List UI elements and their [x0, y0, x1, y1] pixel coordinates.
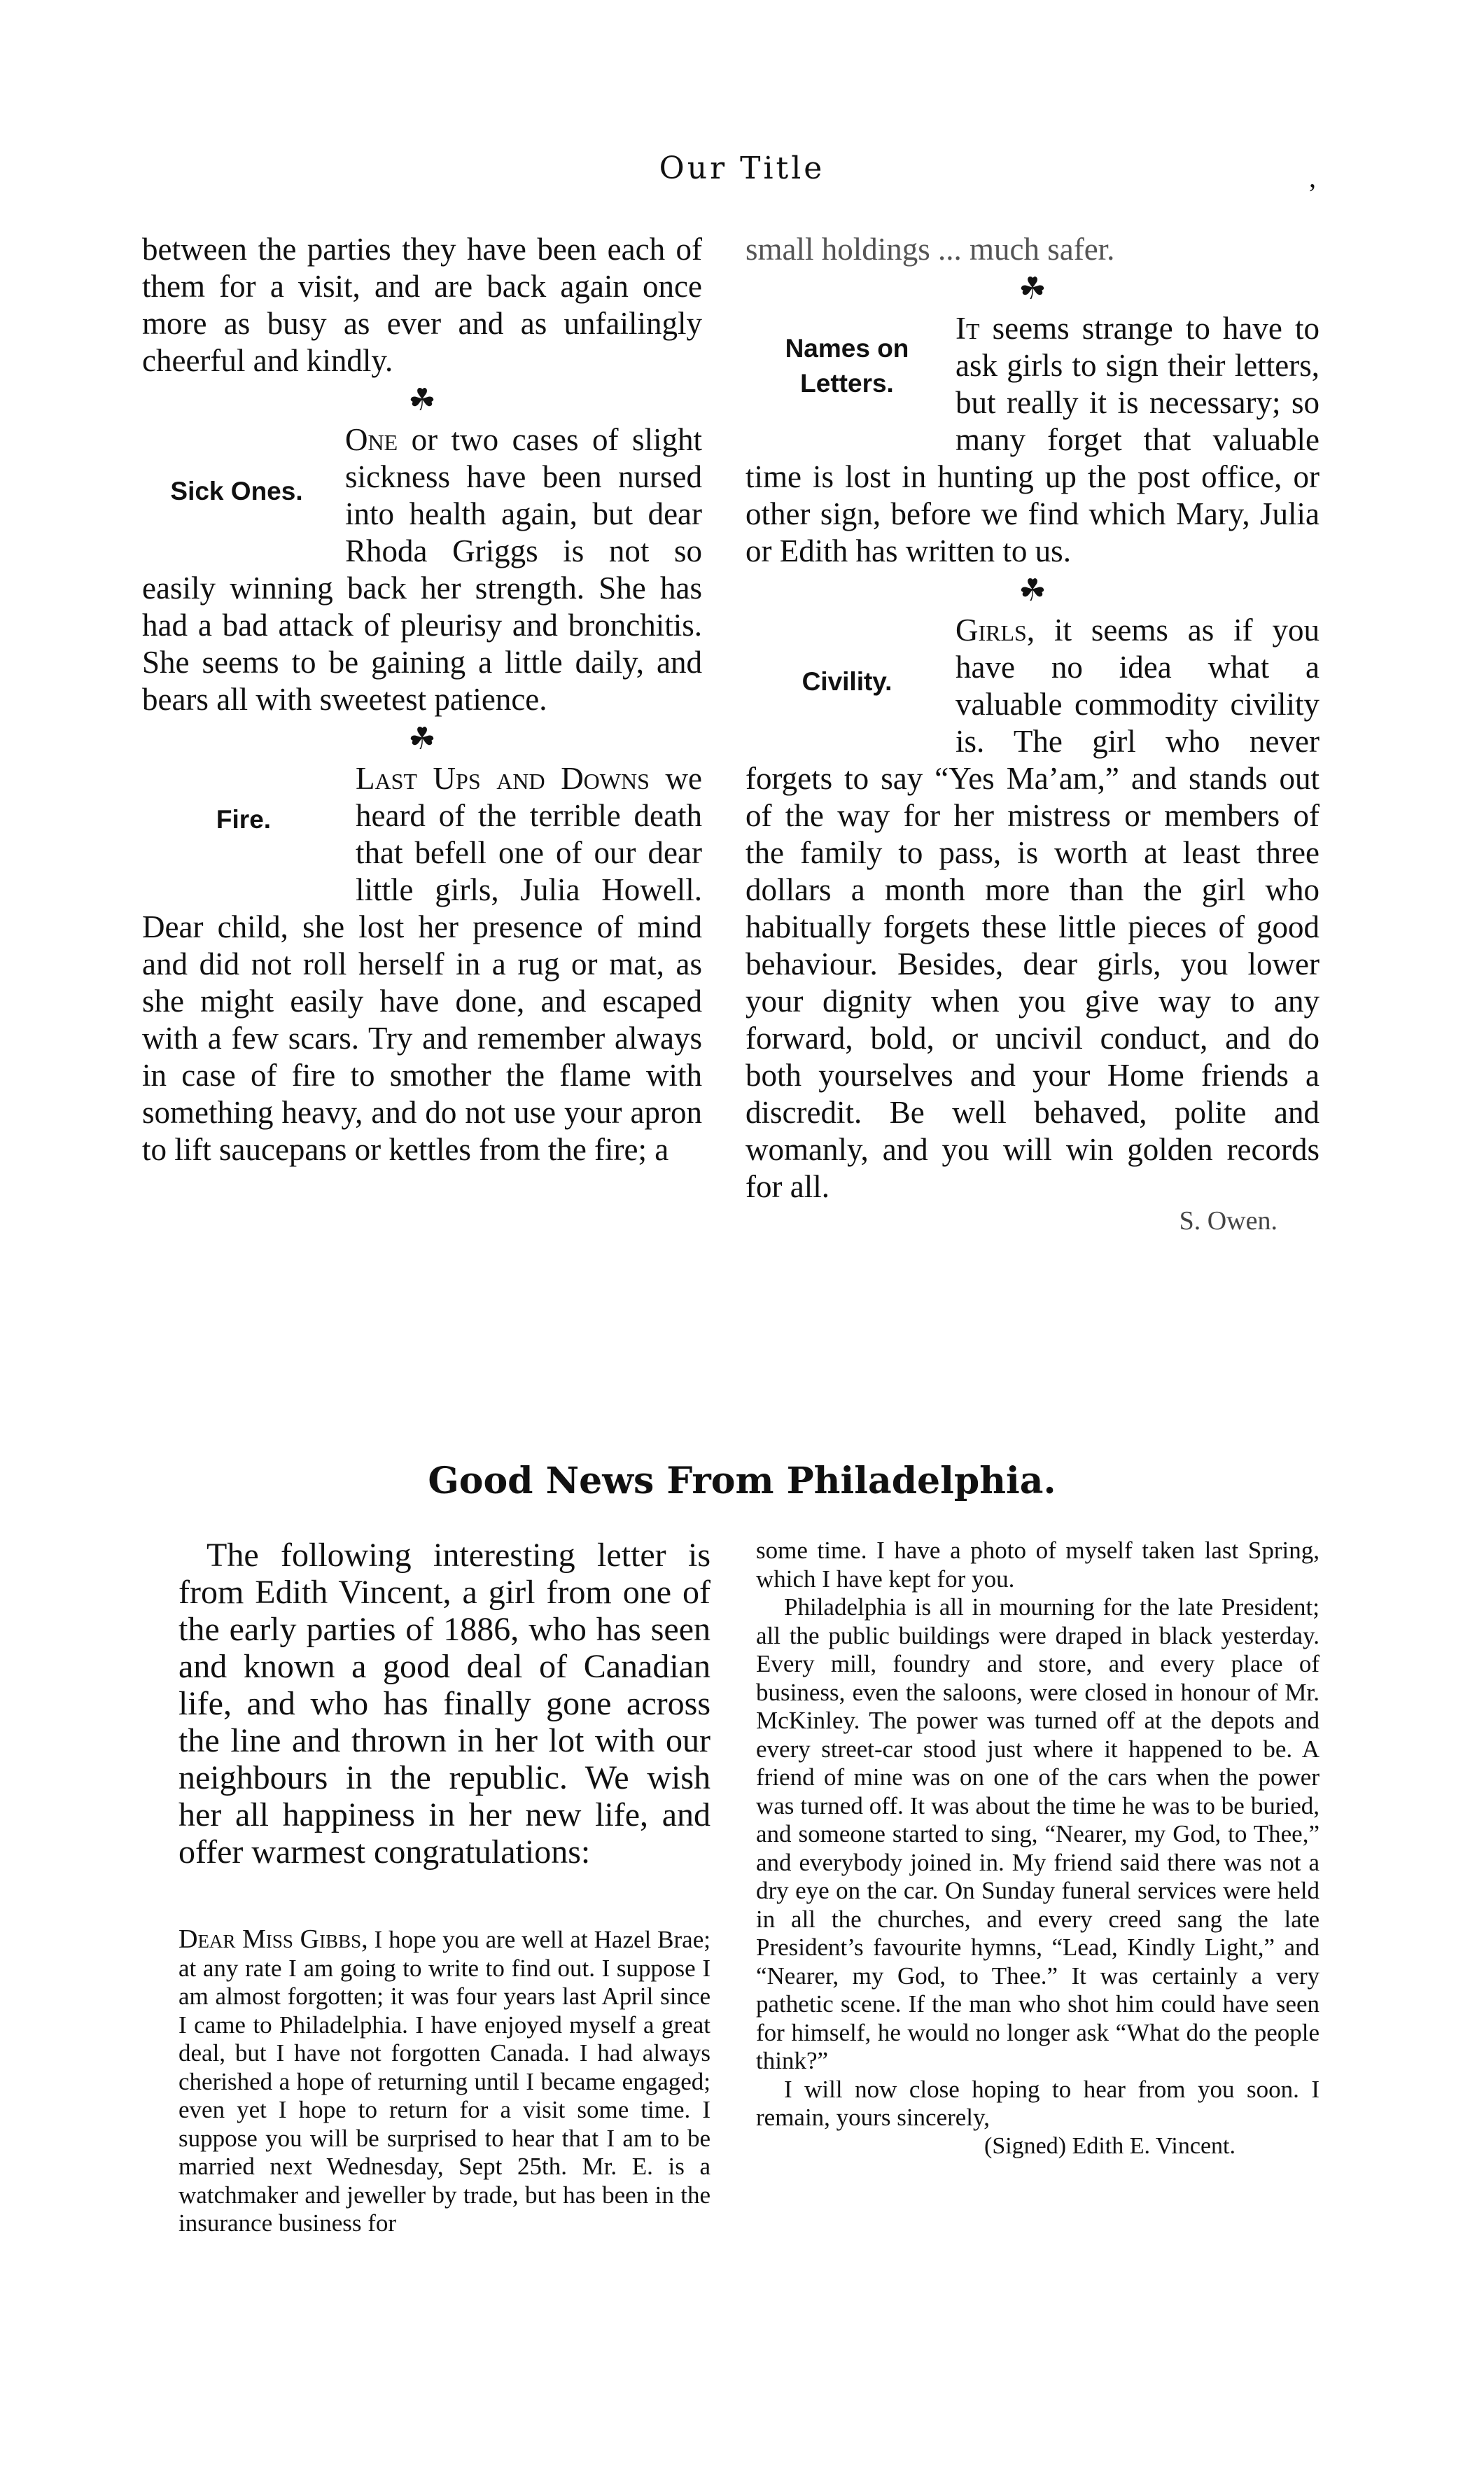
article-intro: The following interesting letter is from Edith Vincent, a girl from one of the early parties of 1886, who has seen and known a good deal of Canadian life, and who has finally gone across the line and thrown in her lot with our neighbours in the republic. We wish her all happiness in her new life, and offer warmest congratulations:: [178, 1537, 710, 1871]
names-lead: It: [955, 311, 980, 346]
clover-ornament-icon: ☘: [1018, 272, 1046, 306]
right-paragraph-1: small holdings ... much safer.: [746, 232, 1115, 267]
letter-right-paragraph-3: I will now close hoping to hear from you soon. I remain, yours sincerely,: [756, 2075, 1320, 2131]
civility-text: it seems as if you have no idea what a valuable commodity civility is. The girl who never forgets to say “Yes Ma’am,” and stands out of the way for her mistress or members of the family to pass, is worth at least three dollars a month more than the girl who habitually forgets these little pieces of good behaviour. Besides, dear girls, you lower your dignity when you give way to any forward, bold, or uncivil conduct, and do both yourselves and your Home friends a discredit. Be well behaved, polite and womanly, and you will win golden records for all.: [746, 613, 1320, 1204]
sidehead-names-line-1: Names on: [785, 334, 909, 363]
names-section: [746, 310, 1320, 570]
letter-left-text: I hope you are well at Hazel Brae; at any rate I am going to write to find out. I suppose I am almost forgotten; it was four years last April since I came to Philadelphia. I have enjoyed myself a great deal, but I have not forgotten Canada. I had always cherished a hope of returning until I became engaged; even yet I hope to return for a visit some time. I suppose you will be surprised to hear that I am to be married next Wednesday, Sept 25th. Mr. E. is a watchmaker and jeweller by trade, but has been in the insurance business for: [178, 1926, 710, 2237]
left-column: [142, 231, 702, 1168]
civility-lead: Girls,: [955, 613, 1035, 648]
letter-signature: (Signed) Edith E. Vincent.: [984, 2132, 1236, 2159]
left-paragraph-1: between the parties they have been each of them for a visit, and are back again once more as busy as ever and as unfailingly cheerful and kindly.: [142, 232, 702, 378]
sidehead-names-on-letters: [746, 331, 948, 401]
names-text: seems strange to have to ask girls to sign their letters, but really it is necessary; so many forget that valuable time is lost in hunting up the post office, or other sign, before we find which Mary, Julia or Edith has written to us.: [746, 311, 1320, 568]
sick-ones-lead: One: [345, 422, 398, 457]
letter-left-column: [178, 1925, 710, 2238]
letter-right-column: [756, 1537, 1320, 2160]
fire-section: [142, 760, 702, 1168]
right-column: [746, 231, 1320, 1236]
sick-ones-section: [142, 421, 702, 718]
running-title: Our Title: [659, 151, 825, 186]
letter-right-paragraph-1: some time. I have a photo of myself taken last Spring, which I have kept for you.: [756, 1537, 1320, 1593]
article-title: Good News From Philadelphia.: [428, 1460, 1056, 1502]
fire-lead: Last Ups and Downs: [356, 761, 650, 796]
sidehead-names-line-2: Letters.: [800, 369, 894, 398]
clover-ornament-icon: ☘: [1018, 573, 1046, 608]
clover-ornament-icon: ☘: [408, 383, 436, 417]
fire-text: we heard of the terrible death that befell one of our dear little girls, Julia Howell. Dear child, she lost her presence of mind and did not roll herself in a rug or mat, as she might easily have done, and escaped with a few scars. Try and remember always in case of fire to smother the flame with something heavy, and do not use your apron to lift saucepans or kettles from the fire; a: [142, 761, 702, 1167]
page-mark: ,: [1309, 162, 1316, 193]
signoff-owen: S. Owen.: [1179, 1206, 1278, 1236]
sick-ones-text: or two cases of slight sickness have been nursed into health again, but dear Rhoda Griggs is not so easily winning back her strength. She has had a bad attack of pleurisy and bronchitis. She seems to be gaining a little daily, and bears all with sweetest patience.: [142, 422, 702, 717]
civility-section: [746, 612, 1320, 1205]
clover-ornament-icon: ☘: [408, 722, 436, 756]
sidehead-fire: Fire.: [216, 805, 272, 834]
letter-right-paragraph-2: Philadelphia is all in mourning for the late President; all the public buildings were draped in black yesterday. Every mill, foundry and store, and every place of business, even the saloons, were closed in honour of Mr. McKinley. The power was turned off at the depots and every street-car stood just where it happened to be. A friend of mine was on one of the cars when the power was turned off. It was about the time he was to be buried, and someone started to sing, “Nearer, my God, to Thee,” and everybody joined in. My friend said there was not a dry eye on the car. On Sunday funeral services were held in all the churches, and every creed sang the late President’s favourite hymns, “Lead, Kindly Light,” and “Nearer, my God, to Thee.” It was certainly a very pathetic scene. If the man who shot him could have seen for himself, he would no longer ask “What do the people think?”: [756, 1593, 1320, 2074]
letter-salutation: Dear Miss Gibbs,: [178, 1924, 368, 1954]
sidehead-sick-ones: Sick Ones.: [170, 477, 303, 505]
sidehead-civility: Civility.: [802, 667, 892, 696]
